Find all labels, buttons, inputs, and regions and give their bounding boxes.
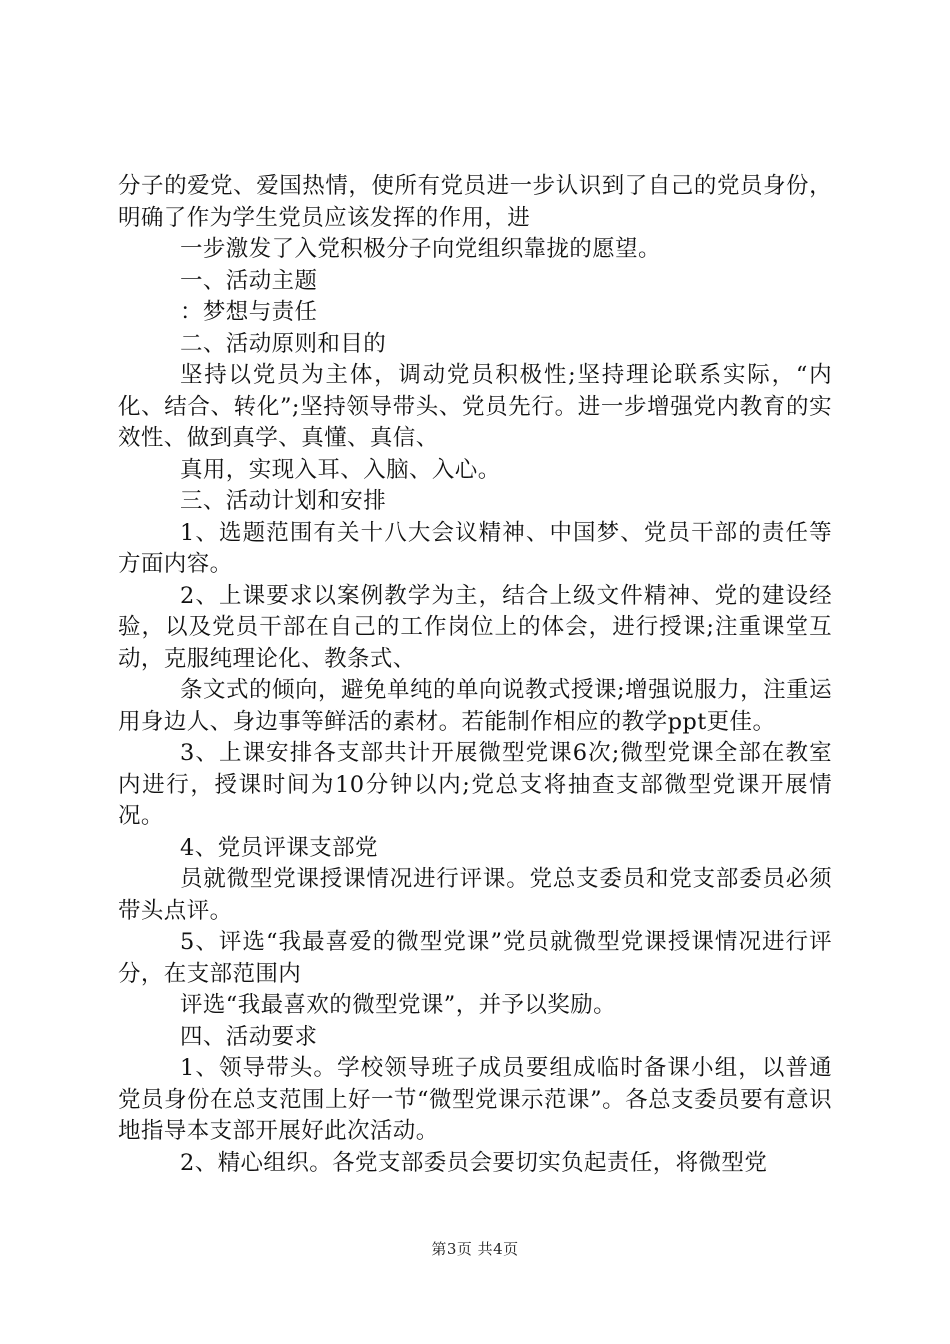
paragraph: 员就微型党课授课情况进行评课。党总支委员和党支部委员必须带头点评。 — [118, 866, 832, 924]
paragraph: ：梦想与责任 — [180, 299, 318, 325]
paragraph: 3、上课安排各支部共计开展微型党课6次;微型党课全部在教室内进行，授课时间为10分钟以内;党总支将抽查支部微型党课开展情况。 — [118, 740, 832, 829]
paragraph: 二、活动原则和目的 — [180, 330, 387, 357]
page-footer: 第3页 共4页 — [431, 1240, 519, 1258]
paragraph: 四、活动要求 — [180, 1023, 318, 1050]
paragraph: 2、精心组织。各党支部委员会要切实负起责任，将微型党 — [180, 1149, 768, 1176]
paragraph: 坚持以党员为主体，调动党员积极性;坚持理论联系实际，“内化、结合、转化”;坚持领导带头、党员先行。进一步增强党内教育的实效性、做到真学、真懂、真信、 — [118, 362, 832, 451]
paragraph: 4、党员评课支部党 — [180, 834, 378, 861]
document-body — [118, 171, 832, 1179]
paragraph: 评选“我最喜欢的微型党课”，并予以奖励。 — [180, 992, 617, 1018]
paragraph: 5、评选“我最喜爱的微型党课”党员就微型党课授课情况进行评分，在支部范围内 — [118, 929, 832, 987]
paragraph: 1、领导带头。学校领导班子成员要组成临时备课小组，以普通党员身份在总支范围上好一节“微型党课示范课”。各总支委员要有意识地指导本支部开展好此次活动。 — [118, 1055, 832, 1144]
paragraph: 一步激发了入党积极分子向党组织靠拢的愿望。 — [180, 236, 661, 262]
paragraph: 一、活动主题 — [180, 267, 318, 294]
paragraph: 条文式的倾向，避免单纯的单向说教式授课;增强说服力，注重运用身边人、身边事等鲜活的素材。若能制作相应的教学ppt更佳。 — [118, 677, 832, 735]
paragraph: 1、选题范围有关十八大会议精神、中国梦、党员干部的责任等方面内容。 — [118, 519, 832, 577]
paragraph: 三、活动计划和安排 — [180, 488, 387, 514]
paragraph: 2、上课要求以案例教学为主，结合上级文件精神、党的建设经验，以及党员干部在自己的工作岗位上的体会，进行授课;注重课堂互动，克服纯理论化、教条式、 — [118, 582, 832, 672]
paragraph: 分子的爱党、爱国热情，使所有党员进一步认识到了自己的党员身份，明确了作为学生党员应该发挥的作用，进 — [118, 173, 832, 231]
paragraph: 真用，实现入耳、入脑、入心。 — [180, 456, 501, 483]
